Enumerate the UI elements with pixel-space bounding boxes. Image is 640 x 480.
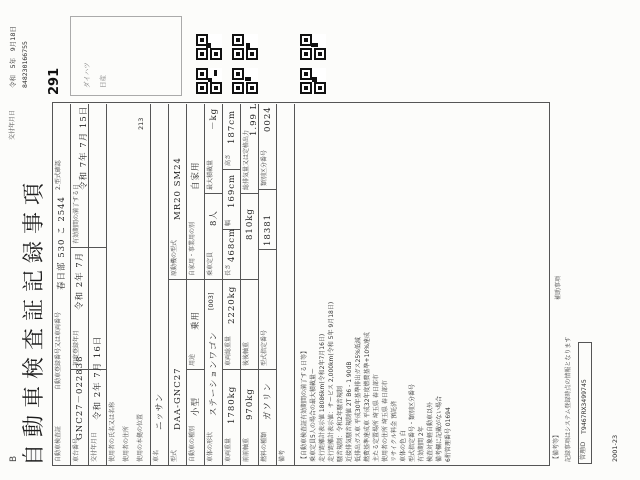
expiry-date: 令和 7年 7月 15日 [79, 105, 89, 190]
first-reg-label: 初度登録年月 [73, 329, 80, 366]
height-label: 高さ [225, 153, 232, 166]
stamp-label: ダイハツ [83, 62, 91, 88]
issue2-label: 交付年月日 [91, 431, 98, 462]
qr-code [196, 68, 222, 94]
remark-line: 型式指定番号・類別区分番号 [409, 383, 416, 462]
qr-code [300, 68, 326, 94]
front-axle-value: 970kg [245, 388, 255, 420]
class-label: 類別区分番号 [261, 149, 268, 186]
front-axle-label: 前前軸重 [243, 437, 250, 462]
handwritten-number: 291 [47, 67, 62, 95]
gross-label: 車両総重量 [225, 335, 232, 366]
fuel-label: 燃料の種類 [261, 431, 268, 462]
displacement-label: 総排気量又は定格出力 [243, 129, 250, 190]
category-label: 自動車の種別 [189, 425, 196, 462]
displacement-value: 1.99 L [249, 102, 259, 136]
remarks-label: 備考 [279, 449, 286, 462]
code-right: 213 [137, 117, 145, 130]
body-value: ステーションワゴン [209, 331, 219, 416]
remark-line: 車体の色 白 [400, 430, 407, 462]
remark-line: 6桁管理番号 01694 [445, 407, 452, 462]
stamp-label: 日産 [99, 75, 107, 88]
remark-line: 【自動車検査証有効期間の満了する日等】 [301, 347, 308, 462]
remark-line: 騒音規制：令和2年騒音規制 [337, 386, 344, 462]
length-label: 長さ [225, 263, 232, 276]
height-value: 187cm [227, 109, 237, 144]
gross-value: 2220kg [227, 285, 237, 324]
chassis-number: GNC27－022838 [75, 355, 85, 440]
remark-line: 燃費基準達成車 平成32年度燃費基準+10%達成 [364, 332, 371, 462]
remark-line: 近接排気騒音規制値 2T B6 - 1 90dB [346, 361, 353, 462]
chassis-label: 車台番号 [73, 437, 80, 462]
type-cert-label: 型式指定番号 [261, 329, 268, 366]
footer-ref: 【備考等】 [553, 431, 560, 462]
remark-line: 主たる定置場所 埼玉県 春日部市 [373, 374, 380, 462]
use-label: 用途 [189, 353, 196, 366]
registration-number: 春日部 530 こ 2544 [57, 196, 67, 290]
fuel-value: ガソリン [263, 381, 273, 420]
maker-label: 車名 [153, 449, 160, 462]
body-label: 車体の形状 [207, 431, 214, 462]
purpose-value: 自家用 [191, 161, 201, 190]
qr-code [196, 34, 222, 60]
capacity-label: 乗車定員 [207, 251, 214, 276]
qr-code [232, 34, 258, 60]
use-value: 乗用 [191, 310, 201, 330]
remark-line: 走行距離計表示値：サービス 2,000km(令和 5年 9月18日) [328, 301, 335, 462]
class-value: 0024 [263, 106, 273, 132]
rear-axle-value: 810kg [245, 208, 255, 240]
width-label: 幅 [225, 219, 232, 226]
type-cert-value: 18381 [263, 213, 273, 246]
remark-line: 使用者の住所 埼玉県 春日部市 [382, 380, 389, 462]
remark-line: 有効期間 2年 [418, 426, 425, 462]
width-value: 169cm [227, 173, 237, 208]
remark-line: 走行距離計表示値 18086km(令和2年7月16日) [319, 333, 326, 462]
document-title: 自動車検査証記録事項 [22, 175, 47, 466]
issue2-date: 令和 2年 7月 16日 [93, 335, 103, 420]
engine-value: MR20 SM24 [173, 157, 183, 220]
rear-axle-label: 後後軸重 [243, 341, 250, 366]
first-reg-date: 令和 2年 7月 [75, 251, 85, 310]
model-label: 型式 [171, 449, 178, 462]
remark-line: 乗車定員5人の場合の最大積載量ー [310, 368, 317, 462]
user-section-label: 使用者の氏名又は名称 [109, 401, 116, 462]
remark-line: リサイクル料金 預託済 [391, 400, 398, 462]
max-load-label: 最大積載量 [207, 159, 214, 190]
max-load-value: －kg [209, 107, 219, 130]
engine-label: 原動機の型式 [171, 239, 178, 276]
qr-code [232, 68, 258, 94]
qr-code [300, 34, 326, 60]
user-base-label: 使用の本拠の位置 [137, 413, 144, 462]
purpose-label: 自家用・事業用の別 [189, 221, 196, 276]
registration-label: 自動車登録番号又は車両番号 [55, 311, 62, 390]
footer-id: T9467RX3499745 [580, 379, 588, 434]
weight-label: 車両重量 [225, 437, 232, 462]
serial-number: 848230166755 [21, 41, 29, 88]
cert-label: 自動車検査証 [55, 425, 62, 462]
page-code: 2001-23 [611, 434, 619, 462]
expiry-label: 有効期間の満了する日 [73, 183, 80, 244]
remark-line: 低排出ガス車 平成30年基準排出ガス25%低減 [355, 337, 362, 462]
issue-date: 令和 5年 9月18日 [9, 25, 17, 88]
body-code: [003] [207, 292, 215, 310]
issue-label: 交付年月日 [9, 109, 16, 140]
footer-id-label: 管理ID [580, 441, 587, 460]
capacity-value: 8人 [209, 210, 219, 226]
small-mark: B [9, 455, 19, 462]
category-value: 小型 [191, 396, 201, 416]
model-value: DAA-GNC27 [173, 367, 183, 430]
footer-ref2: 補助事項 [555, 275, 562, 300]
length-value: 468cm [227, 227, 237, 262]
weight-value: 1780kg [227, 385, 237, 424]
maker-value: ニッサン [155, 392, 165, 430]
version-label: 2.型式確認 [55, 160, 62, 190]
remark-line: 備考欄に記載がない場合 [436, 395, 443, 462]
footer-note: 記録事項はシステム登録時点の情報となります [565, 336, 572, 462]
user-address-label: 使用者の住所 [123, 425, 130, 462]
remark-line: 検査対象軽自動車以外 [427, 401, 434, 462]
